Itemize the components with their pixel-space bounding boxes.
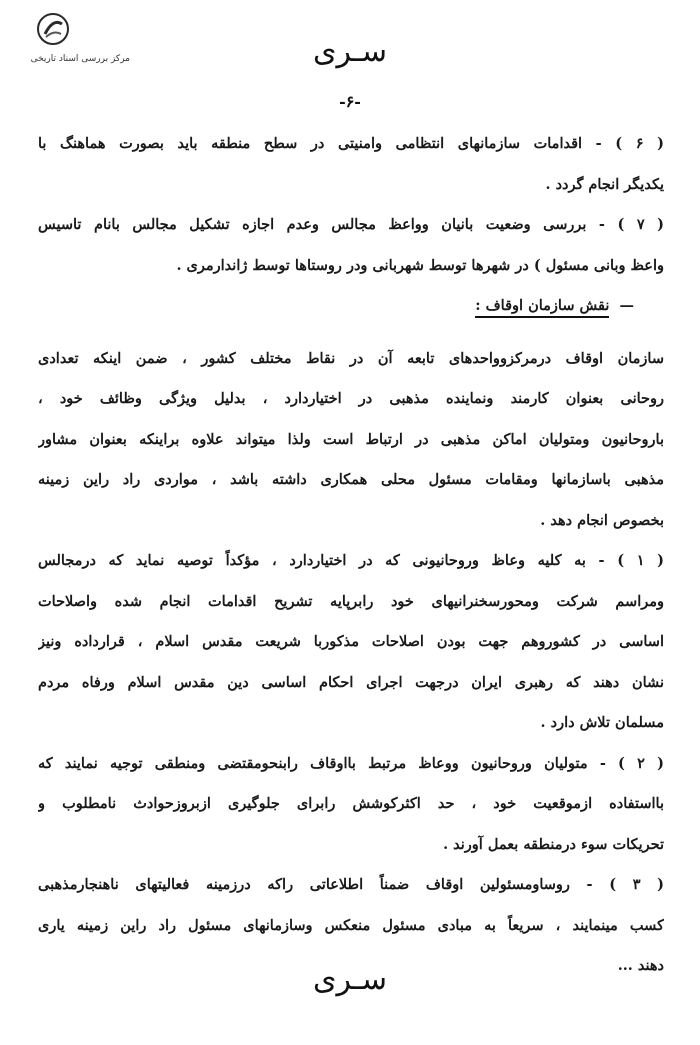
page-number: -۶- [339,92,361,111]
text-line: نشان دهند که رهبری ایران درجهت اجرای احکام اساسی دین مقدس اسلام ورفاه مردم [38,673,664,691]
text-line: دهند ... [617,957,664,974]
text-line: ( ۷ ) - بررسی وضعیت بانیان وواعظ مجالس وعدم اجازه تشکیل مجالس بانام تاسیس [38,216,664,233]
text-line: ( ۱ ) - به کلیه وعاظ وروحانیونی که در اختیاردارد ، مؤکداً توصیه نماید که درمجالس [38,552,664,569]
archive-logo-caption: مرکز بررسی اسناد تاریخی [30,54,130,64]
paragraph-7 [38,205,664,286]
text-line: ( ۳ ) - روساومسئولین اوقاف ضمناً اطلاعاتی راکه درزمینه فعالیتهای ناهنجارمذهبی [38,876,664,893]
text-line: ( ۶ ) - اقدامات سازمانهای انتظامی وامنیتی در سطح منطقه باید بصورت هماهنگ با [38,135,664,152]
text-line: ومراسم شرکت ومحورسخنرانیهای خود رابرپایه تشریح اقدامات انجام شده واصلاحات [38,592,664,610]
text-line: واعظ وبانی مسئول ) در شهرها توسط شهربانی ودر روستاها توسط ژاندارمری . [176,256,664,274]
text-line: تحریکات سوء درمنطقه بعمل آورند . [443,835,664,853]
text-line: ( ۲ ) - متولیان وروحانیون ووعاظ مرتبط بااوقاف رابنحومقتضی ومنطقی توجیه نمایند که [38,754,664,772]
classification-header: سـری [313,34,387,69]
text-line: مذهبی باسازمانها ومقامات مسئول محلی همکاری داشته باشد ، مواردی راد راین زمینه [38,471,664,488]
text-line: بخصوص انجام دهد . [540,511,664,529]
text-line: یکدیگر انجام گردد . [545,175,664,193]
paragraph-item-1 [38,541,664,744]
text-line: مسلمان تلاش دارد . [540,714,664,731]
text-line: سازمان اوقاف درمرکزوواحدهای تابعه آن در نقاط مختلف کشور ، ضمن اینکه تعدادی [38,349,664,367]
text-line: بااستفاده ازموقعیت خود ، حد اکثرکوشش رابرای جلوگیری ازبروزحوادث نامطلوب و [38,795,664,812]
section-heading-text: نقش سازمان اوقاف : [475,297,609,318]
paragraph-intro [38,339,664,542]
text-line: اساسی در کشوروهم جهت بودن اصلاحات مذکوربا شریعت مقدس اسلام ، قرارداده ونیز [38,633,664,650]
paragraph-6 [38,124,664,205]
text-line: کسب مینمایند ، سریعاً به مبادی مسئول منعکس وسازمانهای مسئول راد راین زمینه یاری [38,916,664,934]
document-body [38,124,664,987]
section-heading: — نقش سازمان اوقاف : [38,286,664,327]
text-line: روحانی بعنوان کارمند ونماینده مذهبی در اختیاردارد ، بدلیل ویژگی وظائف خود ، [38,390,664,407]
text-line: باروحانیون ومتولیان اماکن مذهبی در ارتباط است ولذا میتواند علاوه براینکه بعنوان مشاور [38,430,664,448]
classification-footer: سـری [313,962,387,997]
paragraph-item-2 [38,744,664,866]
